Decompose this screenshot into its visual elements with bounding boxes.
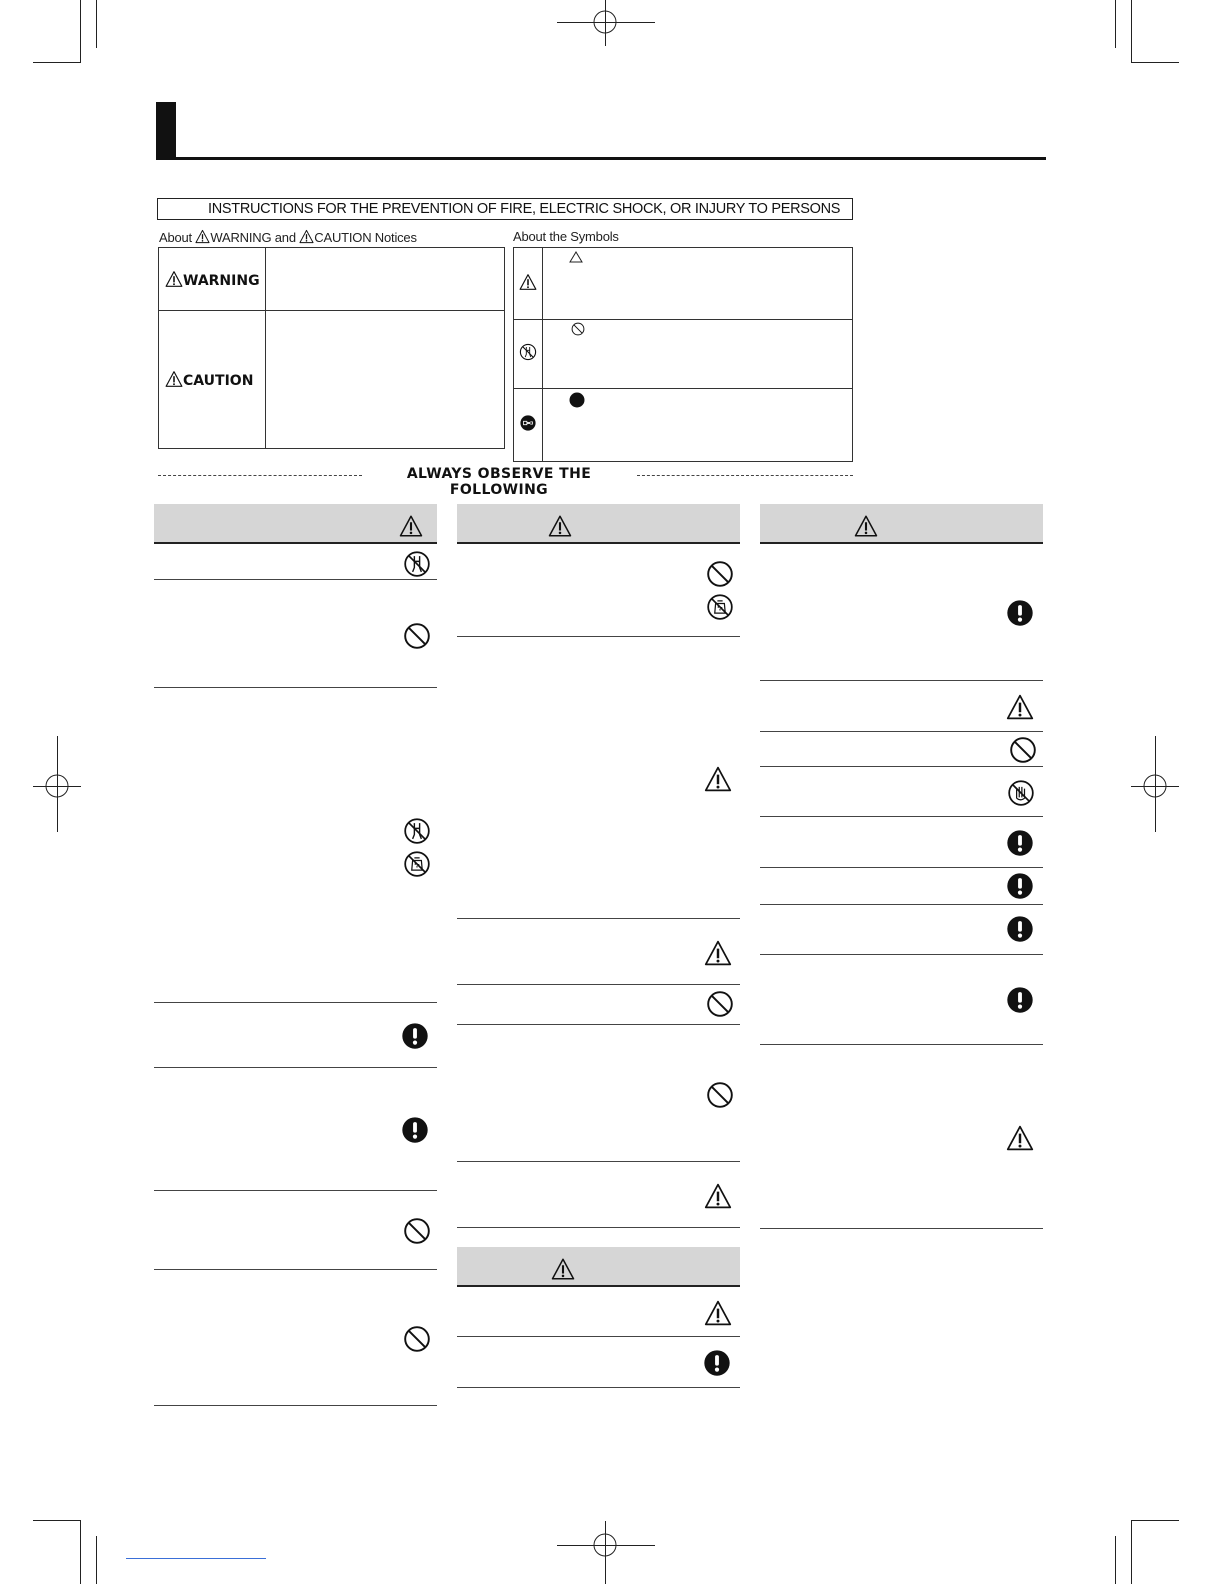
no-wet-icon	[706, 593, 734, 621]
notices-caption: About WARNING and CAUTION Notices	[159, 230, 417, 245]
unplug-icon	[519, 414, 537, 432]
mandatory-action-icon	[1006, 872, 1034, 900]
symbol-description	[543, 389, 853, 462]
section-marker	[156, 102, 176, 160]
notice-title: INSTRUCTIONS FOR THE PREVENTION OF FIRE, ELECTRIC SHOCK, OR INJURY TO PERSONS	[208, 201, 841, 217]
observe-heading: ALWAYS OBSERVE THE FOLLOWING	[366, 466, 632, 498]
caution-column-header	[457, 1247, 740, 1287]
mandatory-action-icon	[703, 1349, 731, 1377]
caution-triangle-icon	[853, 514, 879, 538]
symbol-cell	[514, 320, 543, 389]
mandatory-action-icon	[1006, 986, 1034, 1014]
notices-table	[158, 247, 505, 449]
dashed-divider	[637, 475, 853, 476]
caution-triangle-icon	[165, 370, 183, 388]
caution-triangle-icon	[519, 273, 537, 291]
caution-label: CAUTION	[183, 373, 254, 389]
caution-column-header	[760, 504, 1043, 544]
prohibition-icon	[571, 322, 585, 336]
warning-column-header	[457, 504, 740, 544]
caution-triangle-icon	[547, 514, 573, 538]
prohibition-icon	[706, 560, 734, 588]
dashed-divider	[158, 475, 362, 476]
mandatory-action-icon	[401, 1116, 429, 1144]
prohibition-icon	[1009, 736, 1037, 764]
caution-triangle-icon	[398, 514, 424, 538]
no-disassemble-icon	[403, 550, 431, 578]
no-wet-icon	[403, 850, 431, 878]
symbols-heading: About the Symbols	[513, 229, 619, 244]
prohibition-icon	[403, 1217, 431, 1245]
caution-description	[266, 311, 505, 449]
filled-circle-icon	[569, 392, 585, 408]
symbol-description	[543, 320, 853, 389]
prohibition-icon	[403, 622, 431, 650]
header-rule	[156, 157, 1046, 160]
caution-triangle-icon	[299, 229, 314, 244]
caution-triangle-icon	[1006, 1124, 1034, 1152]
symbols-table	[513, 247, 853, 462]
caution-triangle-icon	[1006, 693, 1034, 721]
prohibition-icon	[706, 990, 734, 1018]
caution-triangle-icon	[704, 765, 732, 793]
warning-description	[266, 248, 505, 311]
caution-triangle-icon	[195, 229, 210, 244]
symbol-description	[543, 248, 853, 320]
warning-level-cell	[159, 248, 266, 311]
caution-level-cell	[159, 311, 266, 449]
symbol-cell	[514, 248, 543, 320]
caution-triangle-icon	[165, 270, 183, 288]
caution-triangle-icon	[704, 1182, 732, 1210]
caution-triangle-icon	[704, 1299, 732, 1327]
prohibition-icon	[403, 1325, 431, 1353]
no-disassemble-icon	[403, 817, 431, 845]
warning-column-header	[154, 504, 437, 544]
warning-label: WARNING	[183, 272, 260, 289]
notice-title-box	[157, 198, 853, 220]
triangle-outline-icon	[569, 251, 583, 263]
mandatory-action-icon	[1006, 915, 1034, 943]
mandatory-action-icon	[401, 1022, 429, 1050]
caution-triangle-icon	[704, 939, 732, 967]
symbol-cell	[514, 389, 543, 462]
caution-triangle-icon	[550, 1257, 576, 1281]
prohibition-icon	[706, 1081, 734, 1109]
no-touch-icon	[1007, 779, 1035, 807]
mandatory-action-icon	[1006, 829, 1034, 857]
no-disassemble-icon	[519, 343, 537, 361]
mandatory-action-icon	[1006, 599, 1034, 627]
